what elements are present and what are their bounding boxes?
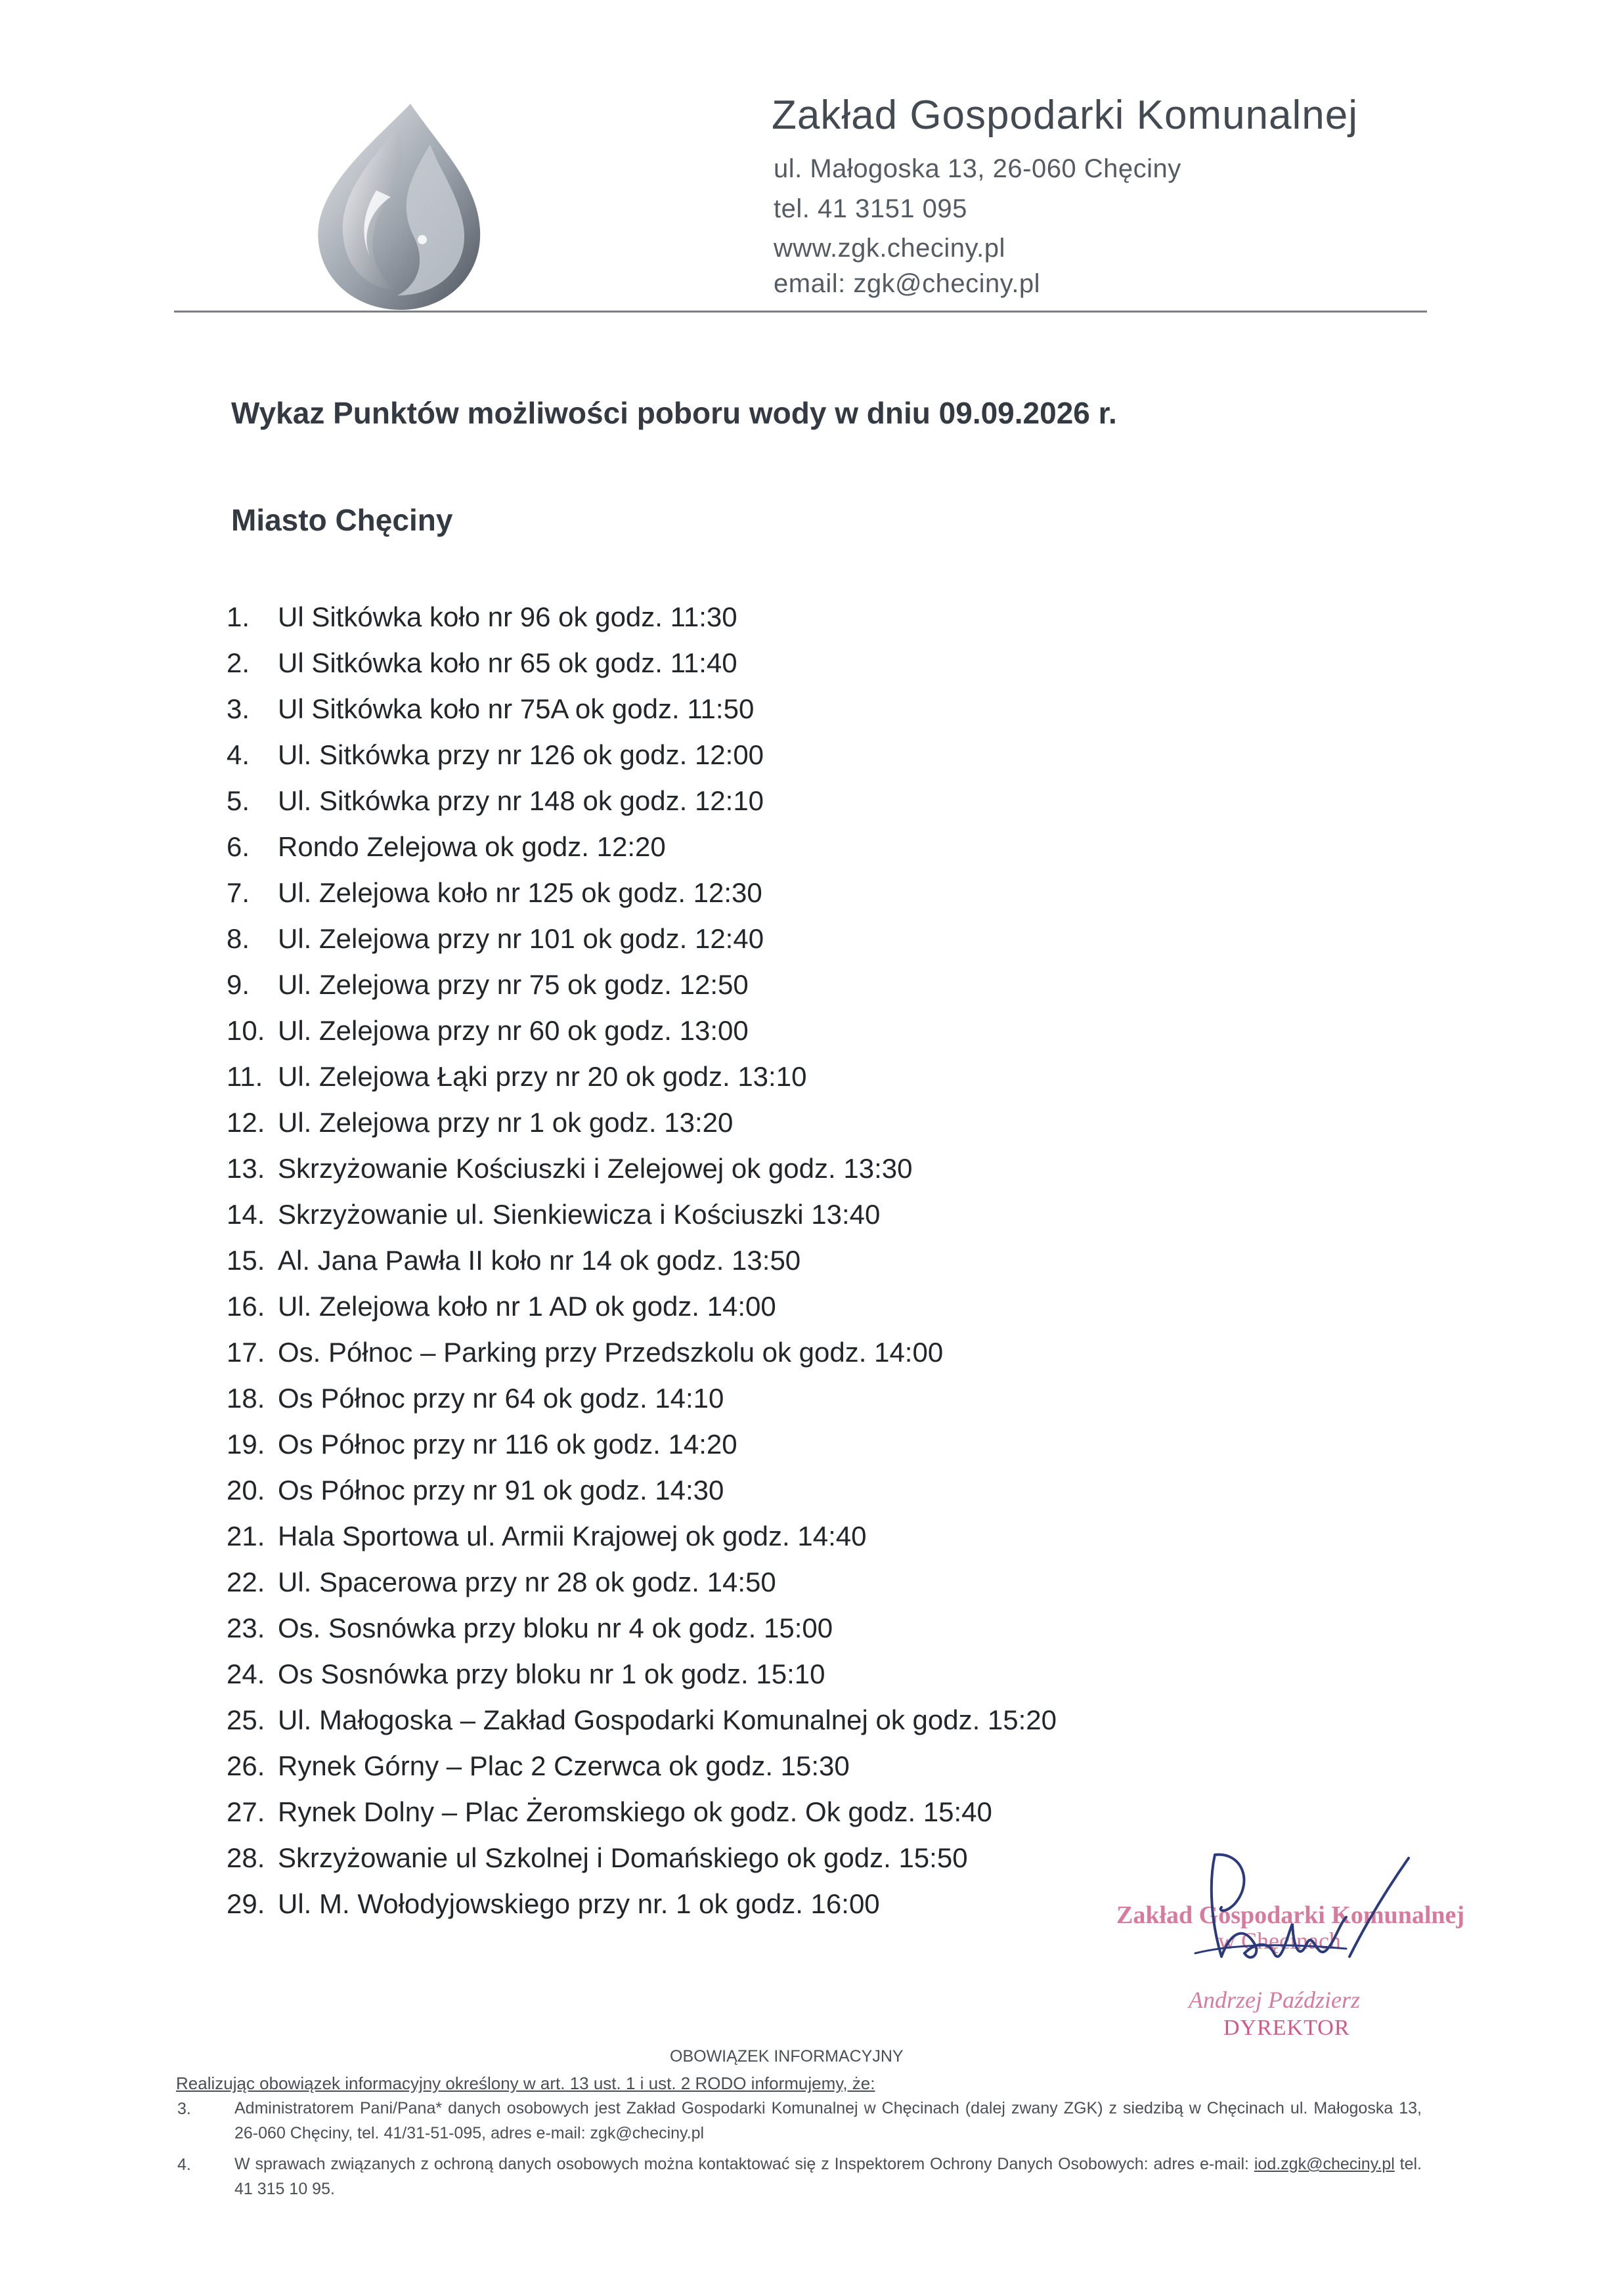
list-item xyxy=(227,1100,1057,1146)
list-item-number: 19. xyxy=(227,1429,265,1460)
water-points-list xyxy=(227,594,1057,1927)
list-item-number: 14. xyxy=(227,1199,265,1230)
list-item xyxy=(227,962,1057,1008)
list-item-text: Al. Jana Pawła II koło nr 14 ok godz. 13:50 xyxy=(278,1245,801,1276)
list-item-text: Ul. Zelejowa Łąki przy nr 20 ok godz. 13:10 xyxy=(278,1061,807,1092)
footnote-text-end: tel. 41 315 10 95. xyxy=(234,2155,1422,2198)
company-phone: tel. 41 3151 095 xyxy=(774,194,967,223)
list-item-number: 22. xyxy=(227,1567,265,1597)
list-item xyxy=(227,1605,1057,1651)
list-item-text: Ul. Zelejowa przy nr 1 ok godz. 13:20 xyxy=(278,1107,734,1138)
list-item-text: Skrzyżowanie ul. Sienkiewicza i Kościuszki 13:40 xyxy=(278,1199,881,1230)
list-item-number: 23. xyxy=(227,1613,265,1643)
list-item-text: Hala Sportowa ul. Armii Krajowej ok godz. 14:40 xyxy=(278,1521,867,1551)
list-item-text: Skrzyżowanie ul Szkolnej i Domańskiego ok godz. 15:50 xyxy=(278,1842,968,1873)
list-item-number: 17. xyxy=(227,1337,265,1368)
list-item-number: 15. xyxy=(227,1245,265,1276)
footnote-administrator: Administratorem Pani/Pana* danych osobowych jest Zakład Gospodarki Komunalnej w Chęcinach (dalej zwany ZGK) z siedzibą w Chęcinach ul. Małogoska 13, 26-060 Chęciny, tel. 41/31-51-095, adres e-mail: zgk@checiny.pl xyxy=(234,2099,1422,2142)
stamp-company: Zakład Gospodarki Komunalnej xyxy=(1116,1901,1465,1929)
list-item xyxy=(227,594,1057,640)
company-address: ul. Małogoska 13, 26-060 Chęciny xyxy=(774,154,1181,183)
list-item xyxy=(227,732,1057,778)
list-item xyxy=(227,1513,1057,1559)
list-item-number: 29. xyxy=(227,1888,265,1919)
list-item-number: 6. xyxy=(227,831,250,862)
list-item-number: 3. xyxy=(227,693,250,724)
list-item-number: 28. xyxy=(227,1842,265,1873)
stamp-role: DYREKTOR xyxy=(1223,2016,1350,2040)
list-item xyxy=(227,1789,1057,1835)
list-item-number: 1. xyxy=(227,601,250,632)
footnote-text: W sprawach związanych z ochroną danych osobowych można kontaktować się z Inspektorem Ochrony Danych Osobowych: adres e-mail: xyxy=(234,2155,1254,2173)
footnote-data-protection xyxy=(234,2152,1422,2201)
list-item-number: 8. xyxy=(227,923,250,954)
list-item xyxy=(227,870,1057,916)
stamp-location: w Chęcinach xyxy=(1218,1928,1341,1954)
list-item xyxy=(227,1238,1057,1284)
list-item xyxy=(227,1467,1057,1513)
list-item-number: 5. xyxy=(227,785,250,816)
list-item-text: Ul. Małogoska – Zakład Gospodarki Komunalnej ok godz. 15:20 xyxy=(278,1704,1057,1735)
list-item-number: 12. xyxy=(227,1107,265,1138)
list-item-text: Os Północ przy nr 64 ok godz. 14:10 xyxy=(278,1383,724,1414)
list-item xyxy=(227,1192,1057,1238)
list-item-number: 24. xyxy=(227,1658,265,1689)
list-item xyxy=(227,1054,1057,1100)
stamp-name: Andrzej Paździerz xyxy=(1189,1987,1360,2013)
list-item-number: 27. xyxy=(227,1796,265,1827)
list-item xyxy=(227,1743,1057,1789)
list-item xyxy=(227,1330,1057,1375)
list-item-text: Ul. Sitkówka przy nr 148 ok godz. 12:10 xyxy=(278,785,764,816)
list-item-text: Os Północ przy nr 116 ok godz. 14:20 xyxy=(278,1429,737,1460)
info-intro: Realizując obowiązek informacyjny określony w art. 13 ust. 1 i ust. 2 RODO informujemy, że: xyxy=(176,2073,875,2093)
list-item-text: Ul Sitkówka koło nr 96 ok godz. 11:30 xyxy=(278,601,737,632)
list-item-number: 16. xyxy=(227,1291,265,1322)
list-item xyxy=(227,1421,1057,1467)
footnote-number: 4. xyxy=(177,2155,191,2174)
list-item-number: 9. xyxy=(227,969,250,1000)
list-item xyxy=(227,1559,1057,1605)
list-item-text: Ul. Zelejowa koło nr 125 ok godz. 12:30 xyxy=(278,877,762,908)
list-item xyxy=(227,1146,1057,1192)
list-item-text: Os Północ przy nr 91 ok godz. 14:30 xyxy=(278,1475,724,1505)
list-item-text: Rynek Górny – Plac 2 Czerwca ok godz. 15:30 xyxy=(278,1750,850,1781)
list-item-text: Rondo Zelejowa ok godz. 12:20 xyxy=(278,831,666,862)
list-item-number: 10. xyxy=(227,1015,265,1046)
list-item xyxy=(227,1375,1057,1421)
list-item-text: Ul. Zelejowa przy nr 75 ok godz. 12:50 xyxy=(278,969,749,1000)
list-item-number: 11. xyxy=(227,1061,263,1092)
list-item-text: Ul Sitkówka koło nr 65 ok godz. 11:40 xyxy=(278,647,737,678)
list-item-number: 7. xyxy=(227,877,250,908)
list-item xyxy=(227,686,1057,732)
list-item-text: Ul. M. Wołodyjowskiego przy nr. 1 ok godz. 16:00 xyxy=(278,1888,880,1919)
list-item-number: 20. xyxy=(227,1475,265,1505)
info-heading: OBOWIĄZEK INFORMACYJNY xyxy=(670,2047,904,2066)
list-item xyxy=(227,916,1057,962)
list-item-number: 25. xyxy=(227,1704,265,1735)
list-item xyxy=(227,1835,1057,1881)
list-item xyxy=(227,824,1057,870)
list-item-text: Ul. Zelejowa przy nr 60 ok godz. 13:00 xyxy=(278,1015,749,1046)
list-item xyxy=(227,640,1057,686)
list-item-text: Os. Sosnówka przy bloku nr 4 ok godz. 15:00 xyxy=(278,1613,833,1643)
water-drop-logo-icon xyxy=(299,98,496,315)
list-item-text: Ul. Sitkówka przy nr 126 ok godz. 12:00 xyxy=(278,739,764,770)
list-item-number: 2. xyxy=(227,647,250,678)
section-title: Miasto Chęciny xyxy=(231,503,453,537)
footnote-number: 3. xyxy=(177,2100,191,2118)
header-divider xyxy=(174,311,1427,313)
company-email: email: zgk@checiny.pl xyxy=(774,269,1041,298)
list-item xyxy=(227,1008,1057,1054)
company-website: www.zgk.checiny.pl xyxy=(774,234,1005,263)
list-item-text: Os. Północ – Parking przy Przedszkolu ok godz. 14:00 xyxy=(278,1337,944,1368)
list-item xyxy=(227,778,1057,824)
list-item-number: 18. xyxy=(227,1383,265,1414)
list-item-text: Os Sosnówka przy bloku nr 1 ok godz. 15:10 xyxy=(278,1658,825,1689)
handwritten-signature xyxy=(1182,1845,1418,2016)
list-item-number: 4. xyxy=(227,739,250,770)
list-item-text: Ul. Zelejowa koło nr 1 AD ok godz. 14:00 xyxy=(278,1291,776,1322)
list-item-text: Ul. Spacerowa przy nr 28 ok godz. 14:50 xyxy=(278,1567,776,1597)
list-item xyxy=(227,1881,1057,1927)
list-item-text: Ul Sitkówka koło nr 75A ok godz. 11:50 xyxy=(278,693,755,724)
company-name: Zakład Gospodarki Komunalnej xyxy=(772,93,1359,138)
list-item-number: 26. xyxy=(227,1750,265,1781)
list-item-text: Rynek Dolny – Plac Żeromskiego ok godz. Ok godz. 15:40 xyxy=(278,1796,992,1827)
iod-email-link[interactable]: iod.zgk@checiny.pl xyxy=(1254,2155,1395,2173)
list-item xyxy=(227,1697,1057,1743)
list-item-text: Ul. Zelejowa przy nr 101 ok godz. 12:40 xyxy=(278,923,764,954)
list-item xyxy=(227,1284,1057,1330)
list-item-text: Skrzyżowanie Kościuszki i Zelejowej ok godz. 13:30 xyxy=(278,1153,913,1184)
list-item-number: 13. xyxy=(227,1153,265,1184)
list-item xyxy=(227,1651,1057,1697)
list-item-number: 21. xyxy=(227,1521,265,1551)
document-title: Wykaz Punktów możliwości poboru wody w dniu 09.09.2026 r. xyxy=(231,396,1117,430)
